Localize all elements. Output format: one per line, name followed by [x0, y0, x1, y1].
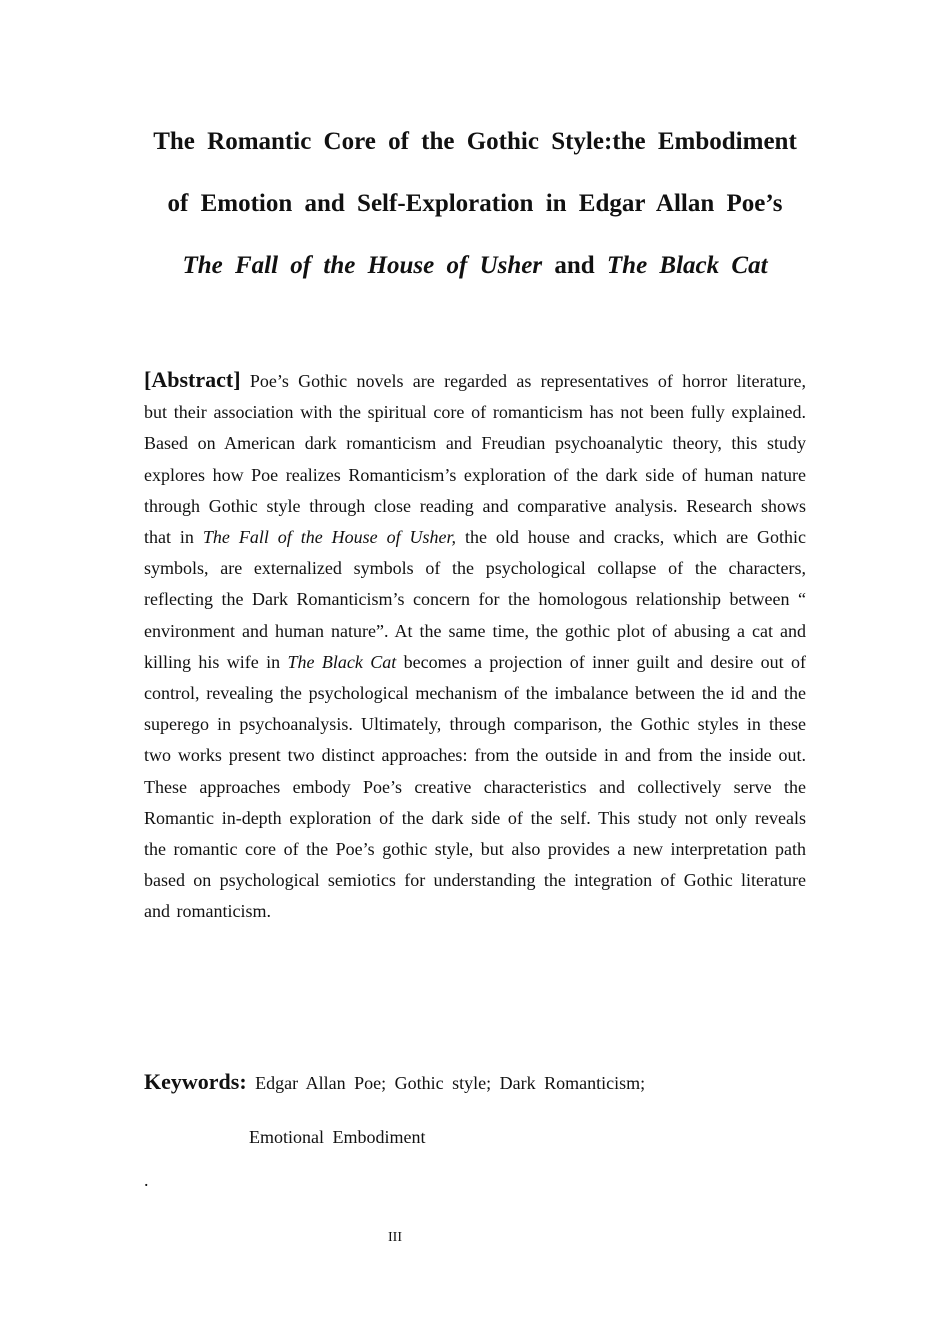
title-line-2: of Emotion and Self-Exploration in Edgar Allan Poe’s — [167, 190, 783, 217]
abstract-work-black-cat: The Black Cat — [287, 651, 397, 672]
abstract-text-2: the old house and cracks, which are Gothic symbols, are externalized symbols of the psychological collapse of the characters, reflecting the Dark Romanticism’s concern for the homologous relationship between “ environment and human nature”. At the same time, the gothic plot of abusing a cat and killing his wife in — [144, 527, 806, 672]
keywords-section — [144, 1066, 806, 1153]
keywords-list: Edgar Allan Poe; Gothic style; Dark Romanticism; — [246, 1073, 646, 1093]
title-line-1: The Romantic Core of the Gothic Style:the Embodiment — [153, 128, 797, 155]
paper-title — [144, 122, 806, 308]
trailing-period: . — [144, 1170, 149, 1190]
abstract-work-usher: The Fall of the House of Usher, — [202, 527, 457, 548]
keywords-label: Keywords: — [144, 1069, 247, 1094]
abstract-section — [144, 364, 806, 928]
title-work-black-cat: The Black Cat — [606, 252, 768, 279]
title-and: and — [542, 252, 607, 279]
page-number: III — [388, 1230, 402, 1245]
abstract-label: [Abstract] — [144, 367, 241, 392]
abstract-text-3: becomes a projection of inner guilt and desire out of control, revealing the psychological mechanism of the imbalance between the id and the superego in psychoanalysis. Ultimately, through comparison, the Gothic styles in these two works present two distinct approaches: from the outside in and from the inside out. These approaches embody Poe’s creative characteristics and collectively serve the Romantic in-depth exploration of the dark side of the self. This study not only reveals the romantic core of the Poe’s gothic style, but also provides a new interpretation path based on psychological semiotics for understanding the integration of Gothic literature and romanticism. — [144, 651, 806, 922]
keywords-line-1 — [144, 1066, 806, 1098]
keywords-line-2: Emotional Embodiment — [249, 1127, 426, 1147]
title-work-usher: The Fall of the House of Usher — [182, 252, 543, 279]
abstract-paragraph — [144, 364, 806, 928]
abstract-text-1: Poe’s Gothic novels are regarded as representatives of horror literature, but their association with the spiritual core of romanticism has not been fully explained. Based on American dark romanticism and Freudian psychoanalytic theory, this study explores how Poe realizes Romanticism’s exploration of the dark side of human nature through Gothic style through close reading and comparative analysis. Research shows that in — [144, 371, 806, 548]
title-line-3 — [144, 246, 806, 308]
